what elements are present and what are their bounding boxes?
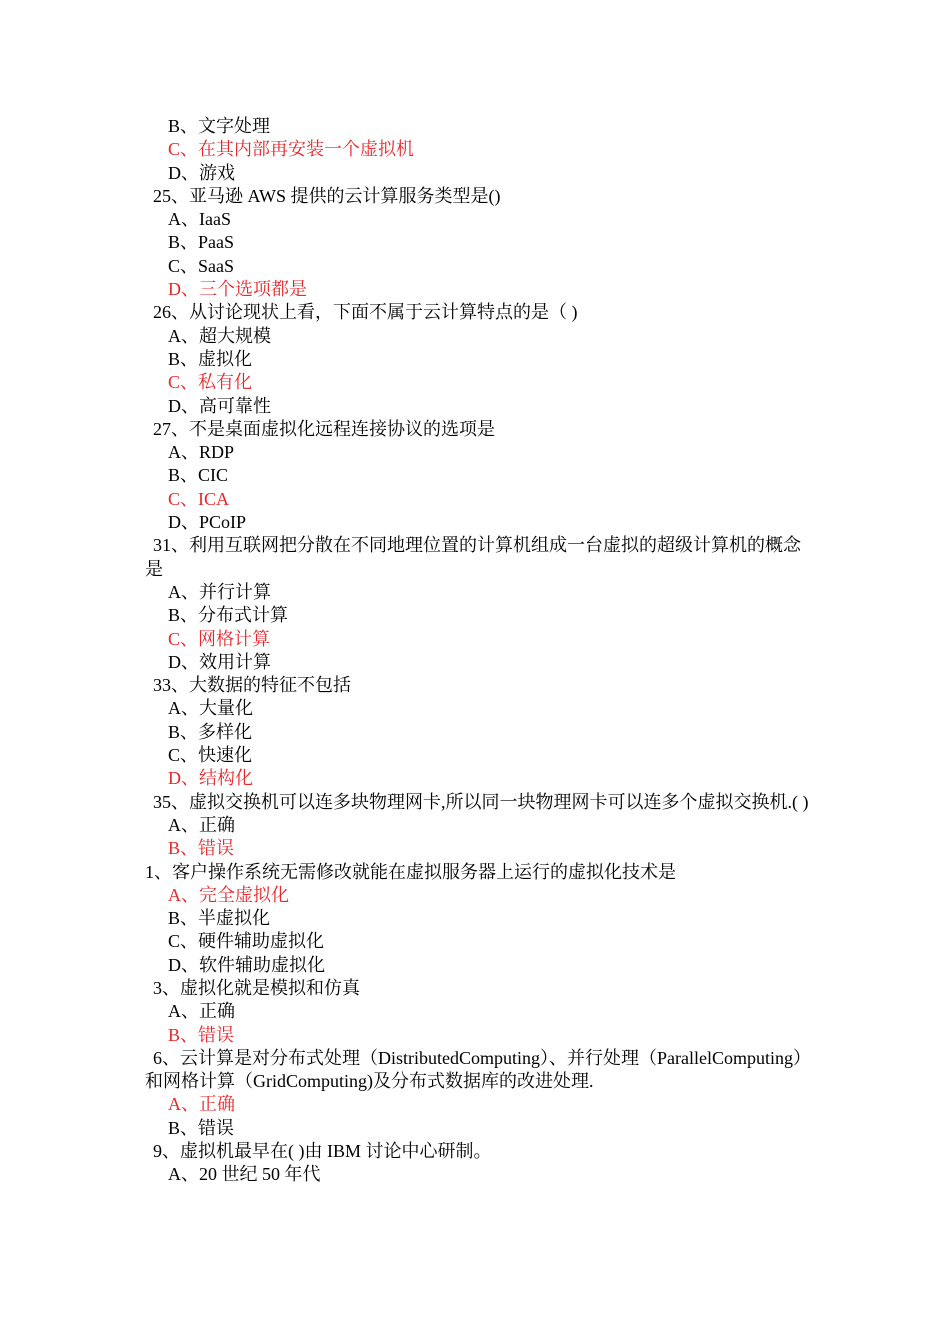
question-list [145,115,815,1187]
question-text: 6、云计算是对分布式处理（DistributedComputing）、并行处理（ParallelComputing）和网格计算（GridComputing)及分布式数据库的改进处理. [145,1047,811,1092]
question-text: 35、虚拟交换机可以连多块物理网卡,所以同一块物理网卡可以连多个虚拟交换机.( ) [153,791,809,812]
option-text: A、20 世纪 50 年代 [168,1164,321,1185]
option-text: D、PCoIP [168,512,247,533]
option-text: C、硬件辅助虚拟化 [168,931,325,952]
option-text: B、PaaS [168,232,235,253]
answer-option: B、错误 [168,838,235,859]
option-text: A、并行计算 [168,581,271,602]
option-text: C、快速化 [168,745,253,766]
option-text: D、高可靠性 [168,395,271,416]
option-text: A、RDP [168,442,235,463]
option-text: A、大量化 [168,698,253,719]
option-text: C、SaaS [168,255,235,276]
option-text: B、半虚拟化 [168,908,271,929]
answer-option: B、错误 [168,1024,235,1045]
option-text: D、软件辅助虚拟化 [168,954,325,975]
question-text: 3、虚拟化就是模拟和仿真 [153,977,360,998]
option-text: A、正确 [168,1001,235,1022]
answer-option: C、网格计算 [168,628,271,649]
answer-option: A、完全虚拟化 [168,884,289,905]
option-text: B、错误 [168,1117,235,1138]
answer-option: D、三个选项都是 [168,279,307,300]
question-text: 1、客户操作系统无需修改就能在虚拟服务器上运行的虚拟化技术是 [145,861,676,882]
option-text: B、分布式计算 [168,605,289,626]
option-text: A、超大规模 [168,325,271,346]
answer-option: D、结构化 [168,768,253,789]
option-text: B、多样化 [168,721,253,742]
option-text: B、虚拟化 [168,348,253,369]
answer-option: C、在其内部再安装一个虚拟机 [168,139,415,160]
question-text: 9、虚拟机最早在( )由 IBM 讨论中心研制。 [153,1141,492,1162]
option-text: A、IaaS [168,209,231,230]
option-text: D、效用计算 [168,651,271,672]
question-text: 33、大数据的特征不包括 [153,675,351,696]
question-text: 26、从讨论现状上看，下面不属于云计算特点的是（ ) [153,302,578,323]
option-text: B、CIC [168,465,229,486]
answer-option: C、ICA [168,488,230,509]
question-text: 25、亚马逊 AWS 提供的云计算服务类型是() [153,185,501,206]
question-text: 31、利用互联网把分散在不同地理位置的计算机组成一台虚拟的超级计算机的概念是 [145,535,801,579]
option-text: D、游戏 [168,162,235,183]
answer-option: A、正确 [168,1094,235,1115]
answer-option: C、私有化 [168,372,253,393]
question-text: 27、不是桌面虚拟化远程连接协议的选项是 [153,418,495,439]
option-text: A、正确 [168,814,235,835]
option-text: B、文字处理 [168,116,271,136]
